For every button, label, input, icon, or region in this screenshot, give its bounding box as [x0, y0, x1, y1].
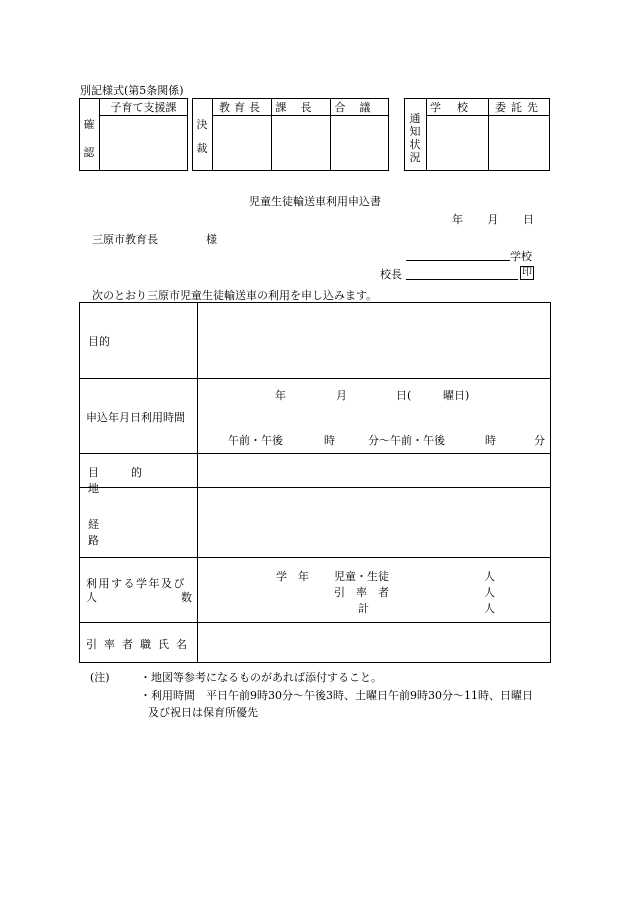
date-weekday-unit: 曜日) — [443, 389, 470, 402]
addressee-honorific: 様 — [206, 233, 217, 246]
notice-char-1: 通 — [409, 112, 421, 125]
purpose-label-text: 目的 — [88, 335, 110, 348]
date-month: 月 — [487, 213, 499, 226]
people-field[interactable] — [198, 558, 550, 622]
notice-col-contractor: 委託先 — [495, 101, 543, 114]
students-label: 児童・生徒 — [334, 570, 389, 583]
end-minute-unit: 分 — [534, 434, 545, 447]
start-minute-to-ampm: 分〜午前・午後 — [368, 434, 445, 447]
destination-label — [88, 464, 191, 496]
total-label: 計 — [358, 602, 369, 615]
form-reference: 別記様式(第5条関係) — [80, 84, 184, 97]
decision-col-consultation: 合議 — [334, 101, 385, 114]
leaders-unit: 人 — [484, 586, 495, 599]
confirm-dept-label: 子育て支援課 — [110, 101, 177, 114]
principal-label: 校長 — [380, 268, 402, 281]
document-title: 児童生徒輸送車利用申込書 — [249, 195, 381, 208]
destination-label-text: 目的地 — [88, 466, 174, 495]
decision-char-2: 裁 — [196, 142, 208, 155]
decision-char-1: 決 — [196, 118, 208, 131]
addressee-name: 三原市教育長 — [92, 233, 158, 246]
intro-text: 次のとおり三原市児童生徒輸送車の利用を申し込みます。 — [92, 289, 378, 302]
leaders-label: 引 率 者 — [334, 586, 389, 599]
date-year: 年 — [452, 213, 463, 226]
principal-name-line — [406, 279, 518, 280]
start-ampm: 午前・午後 — [228, 434, 283, 447]
destination-field[interactable] — [198, 454, 550, 487]
notice-col-school: 学校 — [430, 101, 484, 114]
decision-col-section-chief: 課長 — [275, 101, 326, 114]
leader-name-label: 引率者職氏名 — [86, 638, 194, 651]
notice-char-4: 況 — [409, 151, 421, 164]
confirm-char-1: 確 — [83, 118, 95, 131]
purpose-field[interactable] — [198, 303, 550, 378]
date-year-unit: 年 — [275, 389, 286, 402]
datetime-field[interactable] — [198, 379, 550, 453]
purpose-label — [88, 333, 191, 349]
datetime-label: 申込年月日利用時間 — [86, 411, 185, 424]
note-item-2: ・利用時間 平日午前9時30分〜午後3時、土曜日午前9時30分〜11時、日曜日 — [140, 689, 533, 702]
school-suffix: 学校 — [510, 250, 532, 263]
date-day: 日 — [523, 213, 534, 226]
note-item-1: ・地図等参考になるものがあれば添付すること。 — [140, 671, 382, 684]
confirm-char-2: 認 — [83, 146, 95, 159]
route-field[interactable] — [198, 488, 550, 557]
school-name-line — [406, 260, 510, 261]
students-unit: 人 — [484, 570, 495, 583]
total-unit: 人 — [484, 602, 495, 615]
start-hour-unit: 時 — [324, 434, 335, 447]
seal-mark: 印 — [522, 267, 532, 278]
end-hour-unit: 時 — [485, 434, 496, 447]
date-month-unit: 月 — [336, 389, 347, 402]
people-label-line1: 利用する学年及び — [86, 577, 186, 590]
date-line — [452, 211, 534, 227]
route-label-text: 経路 — [88, 518, 179, 547]
route-label — [88, 516, 191, 548]
note-item-2-continued: 及び祝日は保育所優先 — [148, 706, 258, 719]
people-label-line2-b: 数 — [181, 591, 192, 604]
notice-char-3: 状 — [409, 138, 421, 151]
date-day-unit: 日( — [396, 389, 412, 402]
people-label-line2-a: 人 — [86, 591, 97, 604]
grade-label: 学 年 — [276, 570, 309, 583]
notice-char-2: 知 — [409, 125, 421, 138]
notes-label: (注) — [90, 671, 110, 684]
decision-col-superintendent: 教育長 — [219, 101, 264, 114]
leader-name-field[interactable] — [198, 623, 550, 662]
